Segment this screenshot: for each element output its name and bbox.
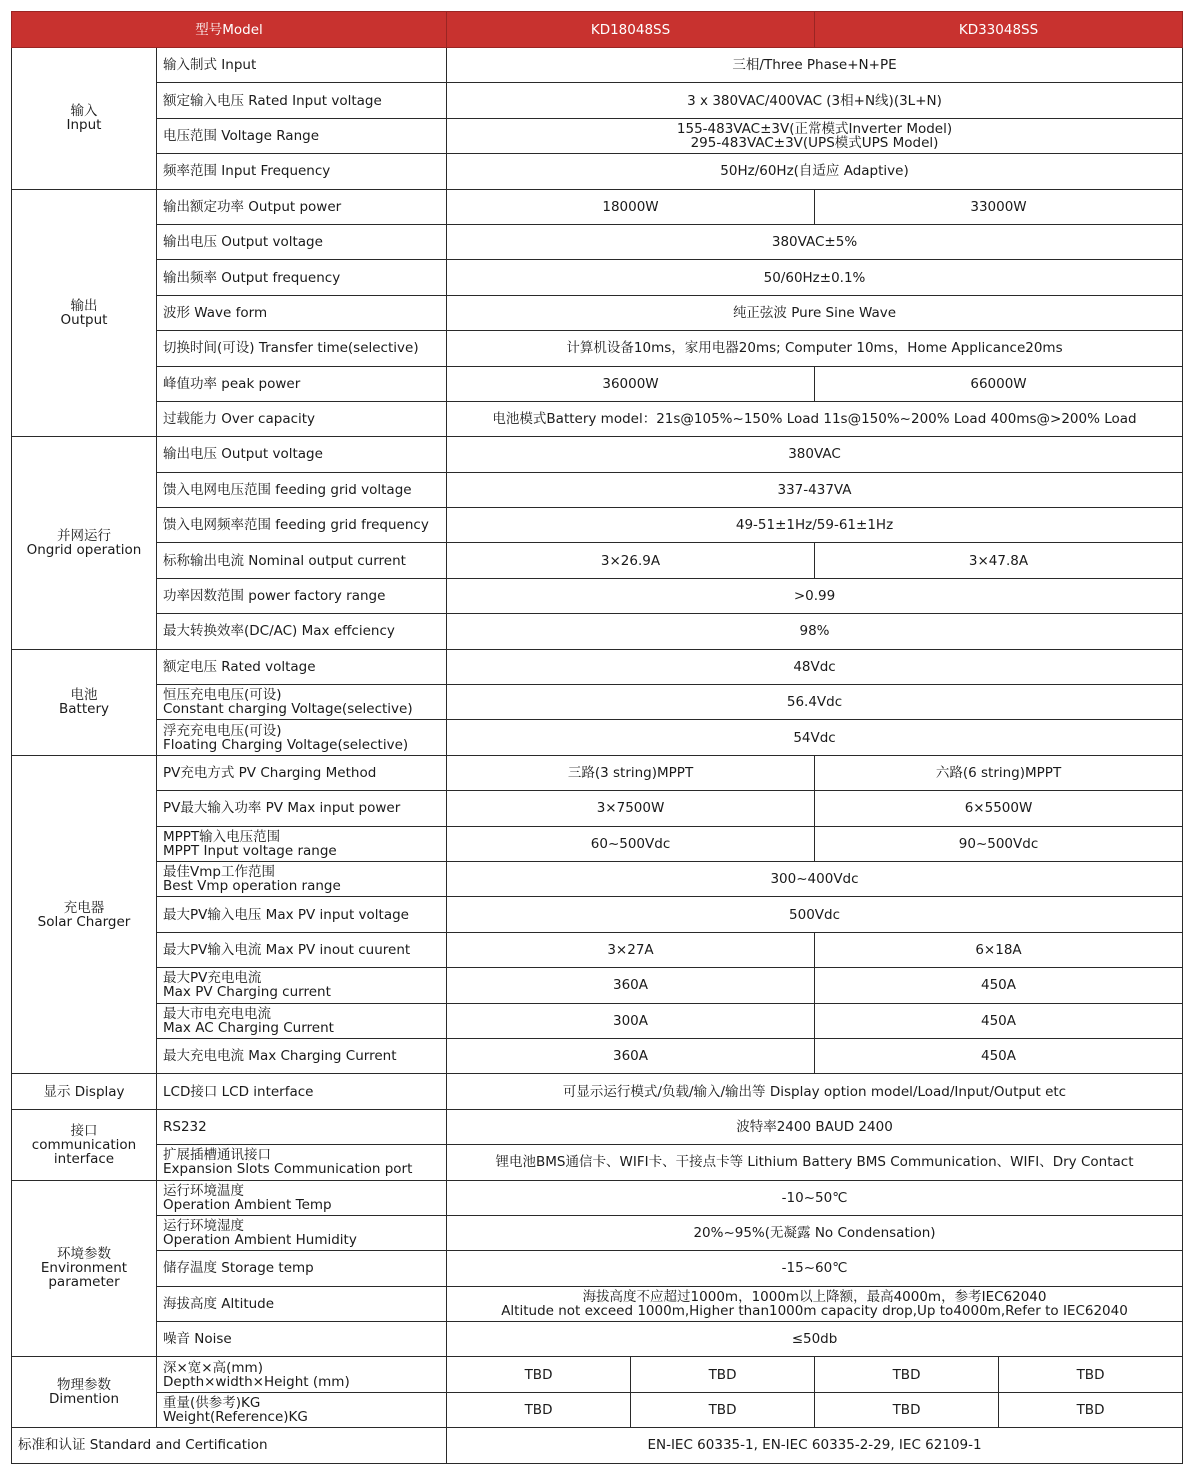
table-row: [12, 614, 1183, 649]
row-value-b: 六路(6 string)MPPT: [815, 755, 1183, 790]
row-label: 馈入电网频率范围 feeding grid frequency: [157, 508, 447, 543]
row-label: [157, 826, 447, 861]
label-line: 运行环境湿度: [163, 1218, 244, 1235]
spec-table: [11, 11, 1183, 1464]
row-label: 储存温度 Storage temp: [157, 1251, 447, 1286]
table-row: [12, 1109, 1183, 1144]
row-label: 波形 Wave form: [157, 295, 447, 330]
label-line: Weight(Reference)KG: [163, 1409, 308, 1426]
row-value: 50/60Hz±0.1%: [447, 260, 1183, 295]
table-row: [12, 472, 1183, 507]
label-line: 重量(供参考)KG: [163, 1395, 261, 1412]
row-value-a: 360A: [447, 1038, 815, 1073]
row-label: 额定输入电压 Rated Input voltage: [157, 83, 447, 118]
table-row: [12, 897, 1183, 932]
row-label: 馈入电网电压范围 feeding grid voltage: [157, 472, 447, 507]
row-label: [157, 1003, 447, 1038]
row-value: EN-IEC 60335-1, EN-IEC 60335-2-29, IEC 62109-1: [447, 1428, 1183, 1463]
label-line: Floating Charging Voltage(selective): [163, 736, 409, 753]
table-row: [12, 154, 1183, 189]
row-value: 98%: [447, 614, 1183, 649]
group-charger: 充电器 Solar Charger: [12, 755, 157, 1074]
row-label: 输出额定功率 Output power: [157, 189, 447, 224]
row-label: 标称输出电流 Nominal output current: [157, 543, 447, 578]
row-value: TBD: [999, 1392, 1183, 1427]
row-value-b: 6×5500W: [815, 791, 1183, 826]
label-line: Best Vmp operation range: [163, 878, 341, 895]
label-line: MPPT Input voltage range: [163, 842, 337, 859]
table-row: [12, 720, 1183, 755]
table-row: [12, 1145, 1183, 1180]
row-label: [157, 968, 447, 1003]
table-row: [12, 118, 1183, 153]
row-label: 最大转换效率(DC/AC) Max effciency: [157, 614, 447, 649]
value-line: 海拔高度不应超过1000m，1000m以上降额，最高4000m，参考IEC62040: [582, 1288, 1047, 1305]
row-value: 3 x 380VAC/400VAC (3相+N线)(3L+N): [447, 83, 1183, 118]
table-row: [12, 826, 1183, 861]
table-row: [12, 83, 1183, 118]
spec-sheet: [11, 11, 1182, 1464]
group-battery: 电池 Battery: [12, 649, 157, 755]
row-value-a: 三路(3 string)MPPT: [447, 755, 815, 790]
row-label: LCD接口 LCD interface: [157, 1074, 447, 1109]
row-value-b: 3×47.8A: [815, 543, 1183, 578]
row-value: TBD: [999, 1357, 1183, 1392]
row-value: 380VAC: [447, 437, 1183, 472]
table-row: [12, 543, 1183, 578]
table-row: [12, 1286, 1183, 1321]
row-label: [157, 685, 447, 720]
table-row: [12, 224, 1183, 259]
row-value: 50Hz/60Hz(自适应 Adaptive): [447, 154, 1183, 189]
row-value: TBD: [447, 1357, 631, 1392]
row-value: 三相/Three Phase+N+PE: [447, 48, 1183, 83]
row-value: 可显示运行模式/负载/输入/输出等 Display option model/Load/Input/Output etc: [447, 1074, 1183, 1109]
row-label: [157, 1145, 447, 1180]
group-input: 输入 Input: [12, 48, 157, 190]
model-label: 型号Model: [12, 12, 447, 48]
table-row: [12, 1322, 1183, 1357]
row-value-a: 300A: [447, 1003, 815, 1038]
row-label: 功率因数范围 power factory range: [157, 578, 447, 613]
row-value: 500Vdc: [447, 897, 1183, 932]
row-label: 输出电压 Output voltage: [157, 224, 447, 259]
table-row: [12, 331, 1183, 366]
label-line: Operation Ambient Humidity: [163, 1232, 357, 1249]
row-value: 337-437VA: [447, 472, 1183, 507]
table-row: [12, 437, 1183, 472]
row-label: RS232: [157, 1109, 447, 1144]
row-value-a: 3×27A: [447, 932, 815, 967]
label-line: 恒压充电电压(可设): [163, 687, 282, 704]
row-label: 过载能力 Over capacity: [157, 401, 447, 436]
table-row: [12, 260, 1183, 295]
header-row: [12, 12, 1183, 48]
table-row: [12, 1251, 1183, 1286]
row-label: PV充电方式 PV Charging Method: [157, 755, 447, 790]
row-value: 300~400Vdc: [447, 861, 1183, 896]
table-row: [12, 791, 1183, 826]
table-row: [12, 1357, 1183, 1392]
table-row: [12, 649, 1183, 684]
group-environment: 环境参数 Environment parameter: [12, 1180, 157, 1357]
row-value: TBD: [631, 1357, 815, 1392]
value-line: 295-483VAC±3V(UPS模式UPS Model): [690, 134, 939, 151]
label-line: Max PV Charging current: [163, 984, 331, 1001]
row-value-b: 6×18A: [815, 932, 1183, 967]
label-line: 最大PV充电电流: [163, 970, 262, 987]
row-value: >0.99: [447, 578, 1183, 613]
table-row: [12, 48, 1183, 83]
group-ongrid: 并网运行 Ongrid operation: [12, 437, 157, 649]
row-label: PV最大输入功率 PV Max input power: [157, 791, 447, 826]
row-value-b: 450A: [815, 1038, 1183, 1073]
row-label: [157, 1357, 447, 1392]
row-value: 波特率2400 BAUD 2400: [447, 1109, 1183, 1144]
row-label: 电压范围 Voltage Range: [157, 118, 447, 153]
label-line: 运行环境温度: [163, 1182, 244, 1199]
table-row: [12, 508, 1183, 543]
label-line: Constant charging Voltage(selective): [163, 701, 413, 718]
row-value: ≤50db: [447, 1322, 1183, 1357]
row-value: 49-51±1Hz/59-61±1Hz: [447, 508, 1183, 543]
group-display: 显示 Display: [12, 1074, 157, 1109]
row-value: [447, 1286, 1183, 1321]
table-row: [12, 968, 1183, 1003]
row-value-b: 90~500Vdc: [815, 826, 1183, 861]
row-value: -10~50℃: [447, 1180, 1183, 1215]
table-row: [12, 685, 1183, 720]
label-line: Expansion Slots Communication port: [163, 1161, 413, 1178]
row-value: [447, 118, 1183, 153]
group-physical: 物理参数 Dimention: [12, 1357, 157, 1428]
row-value-a: 3×7500W: [447, 791, 815, 826]
row-value: 电池模式Battery model：21s@105%~150% Load 11s@150%~200% Load 400ms@>200% Load: [447, 401, 1183, 436]
row-value: TBD: [447, 1392, 631, 1427]
table-row: [12, 1003, 1183, 1038]
row-value-b: 33000W: [815, 189, 1183, 224]
table-row: [12, 401, 1183, 436]
row-value-b: 66000W: [815, 366, 1183, 401]
row-label: 输出电压 Output voltage: [157, 437, 447, 472]
label-line: Max AC Charging Current: [163, 1019, 334, 1036]
row-label: [157, 1392, 447, 1427]
table-row: [12, 861, 1183, 896]
label-line: Depth×width×Height (mm): [163, 1373, 350, 1390]
row-value: TBD: [631, 1392, 815, 1427]
row-value-b: 450A: [815, 1003, 1183, 1038]
row-label: [157, 1180, 447, 1215]
row-label: 额定电压 Rated voltage: [157, 649, 447, 684]
row-label: [157, 861, 447, 896]
row-label: 峰值功率 peak power: [157, 366, 447, 401]
row-label: 标准和认证 Standard and Certification: [12, 1428, 447, 1463]
row-value: 54Vdc: [447, 720, 1183, 755]
row-value-a: 18000W: [447, 189, 815, 224]
group-output: 输出 Output: [12, 189, 157, 437]
row-label: 最大PV输入电流 Max PV inout cuurent: [157, 932, 447, 967]
row-value: 380VAC±5%: [447, 224, 1183, 259]
row-value: 20%~95%(无凝露 No Condensation): [447, 1215, 1183, 1250]
row-value-a: 3×26.9A: [447, 543, 815, 578]
table-row: [12, 755, 1183, 790]
row-value: TBD: [815, 1357, 999, 1392]
value-line: Altitude not exceed 1000m,Higher than1000m capacity drop,Up to4000m,Refer to IEC62040: [501, 1302, 1128, 1319]
table-row: [12, 578, 1183, 613]
table-row: [12, 1180, 1183, 1215]
model-b: KD33048SS: [815, 12, 1183, 48]
table-row: [12, 366, 1183, 401]
table-row: [12, 1392, 1183, 1427]
label-line: 浮充充电电压(可设): [163, 722, 282, 739]
table-row: [12, 932, 1183, 967]
table-row: [12, 295, 1183, 330]
row-value: 锂电池BMS通信卡、WIFI卡、干接点卡等 Lithium Battery BMS Communication、WIFI、Dry Contact: [447, 1145, 1183, 1180]
row-label: [157, 1215, 447, 1250]
row-value-a: 360A: [447, 968, 815, 1003]
row-value: 56.4Vdc: [447, 685, 1183, 720]
label-line: MPPT输入电压范围: [163, 828, 281, 845]
row-label: 切换时间(可设) Transfer time(selective): [157, 331, 447, 366]
row-value: 计算机设备10ms，家用电器20ms; Computer 10ms，Home Applicance20ms: [447, 331, 1183, 366]
row-label: 噪音 Noise: [157, 1322, 447, 1357]
row-value: -15~60℃: [447, 1251, 1183, 1286]
row-label: 输入制式 Input: [157, 48, 447, 83]
row-value: 纯正弦波 Pure Sine Wave: [447, 295, 1183, 330]
table-row: [12, 1428, 1183, 1463]
row-label: 频率范围 Input Frequency: [157, 154, 447, 189]
row-value: 48Vdc: [447, 649, 1183, 684]
label-line: 深×宽×高(mm): [163, 1359, 263, 1376]
row-value-a: 36000W: [447, 366, 815, 401]
row-label: 最大PV输入电压 Max PV input voltage: [157, 897, 447, 932]
label-line: 最大市电充电电流: [163, 1005, 271, 1022]
label-line: Operation Ambient Temp: [163, 1196, 332, 1213]
label-line: 最佳Vmp工作范围: [163, 864, 275, 881]
row-label: 输出频率 Output frequency: [157, 260, 447, 295]
row-value-a: 60~500Vdc: [447, 826, 815, 861]
row-value: TBD: [815, 1392, 999, 1427]
table-row: [12, 1215, 1183, 1250]
table-row: [12, 189, 1183, 224]
table-row: [12, 1038, 1183, 1073]
model-a: KD18048SS: [447, 12, 815, 48]
value-line: 155-483VAC±3V(正常模式Inverter Model): [676, 120, 953, 137]
table-row: [12, 1074, 1183, 1109]
row-label: [157, 720, 447, 755]
row-label: 海拔高度 Altitude: [157, 1286, 447, 1321]
group-interface: 接口 communication interface: [12, 1109, 157, 1180]
row-label: 最大充电电流 Max Charging Current: [157, 1038, 447, 1073]
label-line: 扩展插槽通讯接口: [163, 1147, 271, 1164]
row-value-b: 450A: [815, 968, 1183, 1003]
